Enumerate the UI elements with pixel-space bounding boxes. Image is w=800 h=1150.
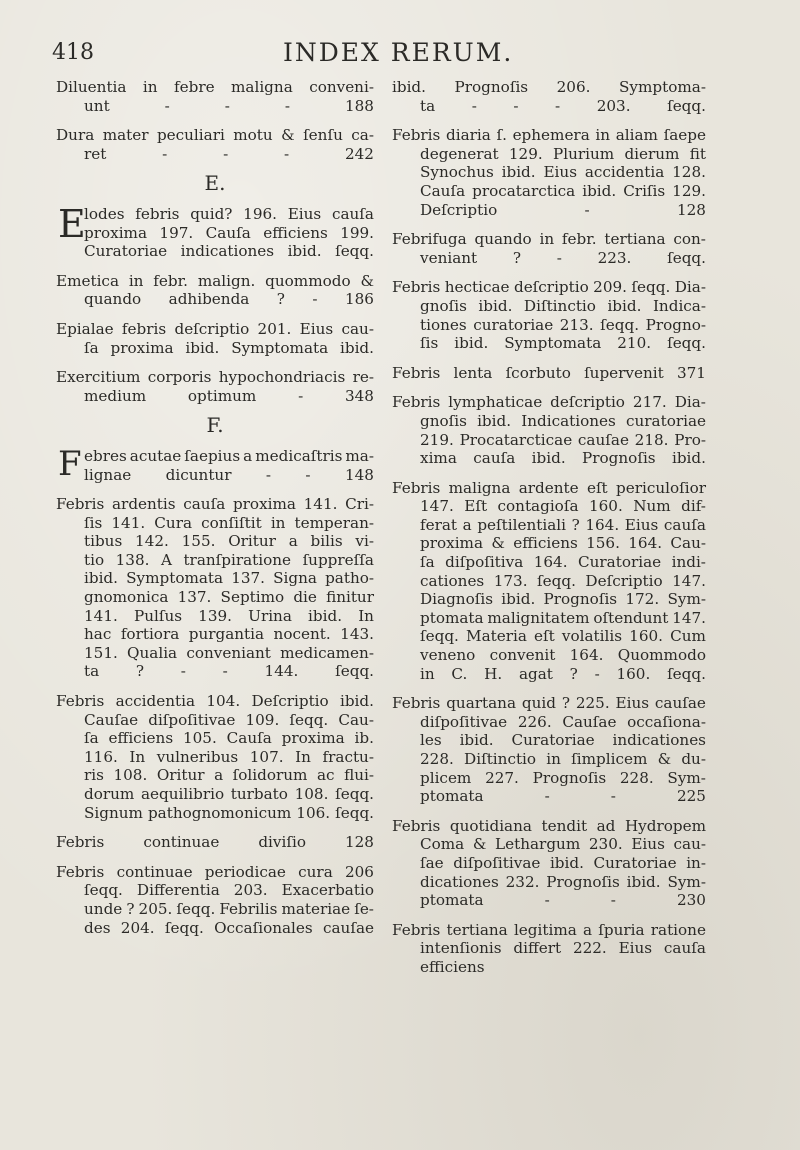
entry-line: cationes 173. ſeqq. Deſcriptio 147. <box>420 571 706 590</box>
index-entry <box>392 78 706 115</box>
entry-line: Signum pathognomonicum 106. ſeqq. <box>84 803 374 822</box>
entry-line: Febris diaria ſ. ephemera in aliam ſaepe <box>392 126 706 145</box>
entry-line: ſis ibid. Symptomata 210. ſeqq. <box>420 334 706 353</box>
entry-line: Febris ardentis cauſa proxima 141. Cri- <box>56 495 374 514</box>
entry-line: intenſionis differt 222. Eius cauſa <box>420 939 706 958</box>
entry-line: les ibid. Curatoriae indicationes <box>420 731 706 750</box>
entry-line: Cauſa procatarctica ibid. Criſis 129. <box>420 181 706 200</box>
index-entry <box>392 230 706 267</box>
entry-line: Febris accidentia 104. Deſcriptio ibid. <box>56 692 374 711</box>
entry-line: Diluentia in febre maligna conveni- <box>56 78 374 96</box>
index-entry <box>392 278 706 352</box>
entry-line: gnomonica 137. Septimo die finitur <box>84 588 374 607</box>
entry-line: ibid. Prognoſis 206. Symptoma- <box>392 78 706 96</box>
left-column <box>56 78 374 948</box>
index-entry <box>56 692 374 822</box>
entry-line: quando adhibenda ? - 186 <box>84 290 374 309</box>
entry-line: ptomata - - 230 <box>420 891 706 910</box>
entry-line: Diagnoſis ibid. Prognoſis 172. Sym- <box>420 590 706 609</box>
index-entry <box>56 863 374 937</box>
entry-line: Febris quartana quid ? 225. Eius cauſae <box>392 694 706 713</box>
entry-line: ſa proxima ibid. Symptomata ibid. <box>84 338 374 357</box>
entry-line: ſa efficiens 105. Cauſa proxima ib. <box>84 729 374 748</box>
entry-line: ta ? - - 144. ſeqq. <box>84 662 374 681</box>
entry-line: plicem 227. Prognoſis 228. Sym- <box>420 768 706 787</box>
entry-line: Febrifuga quando in febr. tertiana con- <box>392 230 706 249</box>
index-entry-initial-e <box>56 201 374 261</box>
page-number: 418 <box>52 40 94 65</box>
entry-line: ferat a peſtilentiali ? 164. Eius cauſa <box>420 515 706 534</box>
index-entry <box>392 921 706 977</box>
letter-heading-e: E. <box>204 171 226 196</box>
entry-line: unde ? 205. ſeqq. Febrilis materiae ſe- <box>84 899 374 918</box>
entry-line: ibid. Symptomata 137. Signa patho- <box>84 569 374 588</box>
entry-line: Dura mater peculiari motu & ſenſu ca- <box>56 126 374 145</box>
entry-line: ſae diſpoſitivae ibid. Curatoriae in- <box>420 853 706 872</box>
entry-line: veneno convenit 164. Quommodo <box>420 646 706 665</box>
entry-line: Febris continuae diviſio 128 <box>56 833 374 852</box>
entry-line: efficiens <box>420 957 485 976</box>
entry-line: 147. Eſt contagioſa 160. Num dif- <box>420 497 706 516</box>
index-entry <box>56 272 374 309</box>
entry-line: Exercitium corporis hypochondriacis re- <box>56 368 374 387</box>
entry-line: proxima & efficiens 156. 164. Cau- <box>420 534 706 553</box>
entry-line: ſa diſpoſitiva 164. Curatoriae indi- <box>420 553 706 572</box>
entry-line: tibus 142. 155. Oritur a bilis vi- <box>84 532 374 551</box>
index-entry-initial-f <box>56 443 374 484</box>
index-entry <box>56 833 374 852</box>
entry-line: Febris continuae periodicae cura 206 <box>56 862 374 881</box>
entry-line: tio 138. A tranſpiratione ſuppreſſa <box>84 550 374 569</box>
drop-cap-e: E <box>58 201 86 246</box>
entry-line: Coma & Lethargum 230. Eius cau- <box>420 835 706 854</box>
entry-line: lignae dicuntur - - 148 <box>84 465 374 484</box>
entry-line: gnoſis ibid. Diſtinctio ibid. Indica- <box>420 296 706 315</box>
index-entry <box>392 364 706 383</box>
entry-line: ta - - - 203. ſeqq. <box>420 96 706 115</box>
entry-line: 141. Pulſus 139. Urina ibid. In <box>84 606 374 625</box>
entry-line: Curatoriae indicationes ibid. ſeqq. <box>84 242 374 261</box>
entry-line: ſeqq. Materia eſt volatilis 160. Cum <box>420 627 706 646</box>
entry-line: hac fortiora purgantia nocent. 143. <box>84 625 374 644</box>
entry-line: lodes febris quid? 196. Eius cauſa <box>84 204 374 223</box>
index-entry <box>392 817 706 910</box>
entry-line: Febris lymphaticae deſcriptio 217. Dia- <box>392 393 706 412</box>
index-entry <box>56 368 374 405</box>
entry-line: 228. Diſtinctio in ſimplicem & du- <box>420 750 706 768</box>
entry-line: in C. H. agat ? - 160. ſeqq. <box>420 664 706 683</box>
entry-line: ret - - - 242 <box>84 144 374 163</box>
index-entry <box>56 495 374 681</box>
entry-line: ſeqq. Differentia 203. Exacerbatio <box>84 881 374 900</box>
index-entry <box>392 126 706 219</box>
entry-line: unt - - - 188 <box>84 96 374 115</box>
entry-line: veniant ? - 223. ſeqq. <box>420 248 706 267</box>
index-entry <box>56 78 374 115</box>
index-entry <box>56 126 374 163</box>
drop-cap-f: F <box>58 443 82 484</box>
entry-line: Febris maligna ardente eſt periculoſior <box>392 478 706 497</box>
entry-line: diſpoſitivae 226. Cauſae occaſiona- <box>420 712 706 731</box>
entry-line: tiones curatoriae 213. ſeqq. Progno- <box>420 315 706 334</box>
index-entry <box>392 694 706 806</box>
entry-line: Febris lenta ſcorbuto ſupervenit 371 <box>392 363 706 382</box>
entry-line: xima cauſa ibid. Prognoſis ibid. <box>420 449 706 468</box>
entry-line: ris 108. Oritur a ſolidorum ac flui- <box>84 766 374 785</box>
index-entry <box>56 320 374 357</box>
entry-line: gnoſis ibid. Indicationes curatoriae <box>420 411 706 430</box>
entry-line: proxima 197. Cauſa efficiens 199. <box>84 223 374 242</box>
entry-line: des 204. ſeqq. Occaſionales cauſae <box>84 918 374 937</box>
index-entry <box>392 393 706 467</box>
entry-line: dorum aequilibrio turbato 108. ſeqq. <box>84 785 374 803</box>
right-column <box>392 78 706 988</box>
entry-line: Epialae febris deſcriptio 201. Eius cau- <box>56 319 374 338</box>
entry-line: ptomata - - 225 <box>420 787 706 806</box>
letter-heading-f: F. <box>206 413 224 438</box>
entry-line: Febris hecticae deſcriptio 209. ſeqq. Dia- <box>392 278 706 297</box>
entry-line: ptomata malignitatem oſtendunt 147. <box>420 608 706 627</box>
entry-line: Febris tertiana legitima a ſpuria ratione <box>392 920 706 939</box>
entry-line: Emetica in febr. malign. quommodo & <box>56 271 374 290</box>
entry-line: medium optimum - 348 <box>84 386 374 405</box>
entry-line: Deſcriptio - 128 <box>420 200 706 219</box>
entry-line: dicationes 232. Prognoſis ibid. Sym- <box>420 872 706 891</box>
entry-line: 151. Qualia conveniant medicamen- <box>84 643 374 662</box>
running-head: INDEX RERUM. <box>283 38 514 67</box>
index-entry <box>392 479 706 684</box>
entry-line: Cauſae diſpoſitivae 109. ſeqq. Cau- <box>84 710 374 729</box>
entry-line: degenerat 129. Plurium dierum fit <box>420 144 706 163</box>
entry-line: 116. In vulneribus 107. In fractu- <box>84 747 374 766</box>
entry-line: ſis 141. Cura conſiſtit in temperan- <box>84 513 374 532</box>
entry-line: Febris quotidiana tendit ad Hydropem <box>392 816 706 835</box>
entry-line: ebres acutae ſaepius a medicaſtris ma- <box>84 446 374 465</box>
entry-line: Synochus ibid. Eius accidentia 128. <box>420 163 706 182</box>
entry-line: 219. Procatarcticae cauſae 218. Pro- <box>420 430 706 449</box>
